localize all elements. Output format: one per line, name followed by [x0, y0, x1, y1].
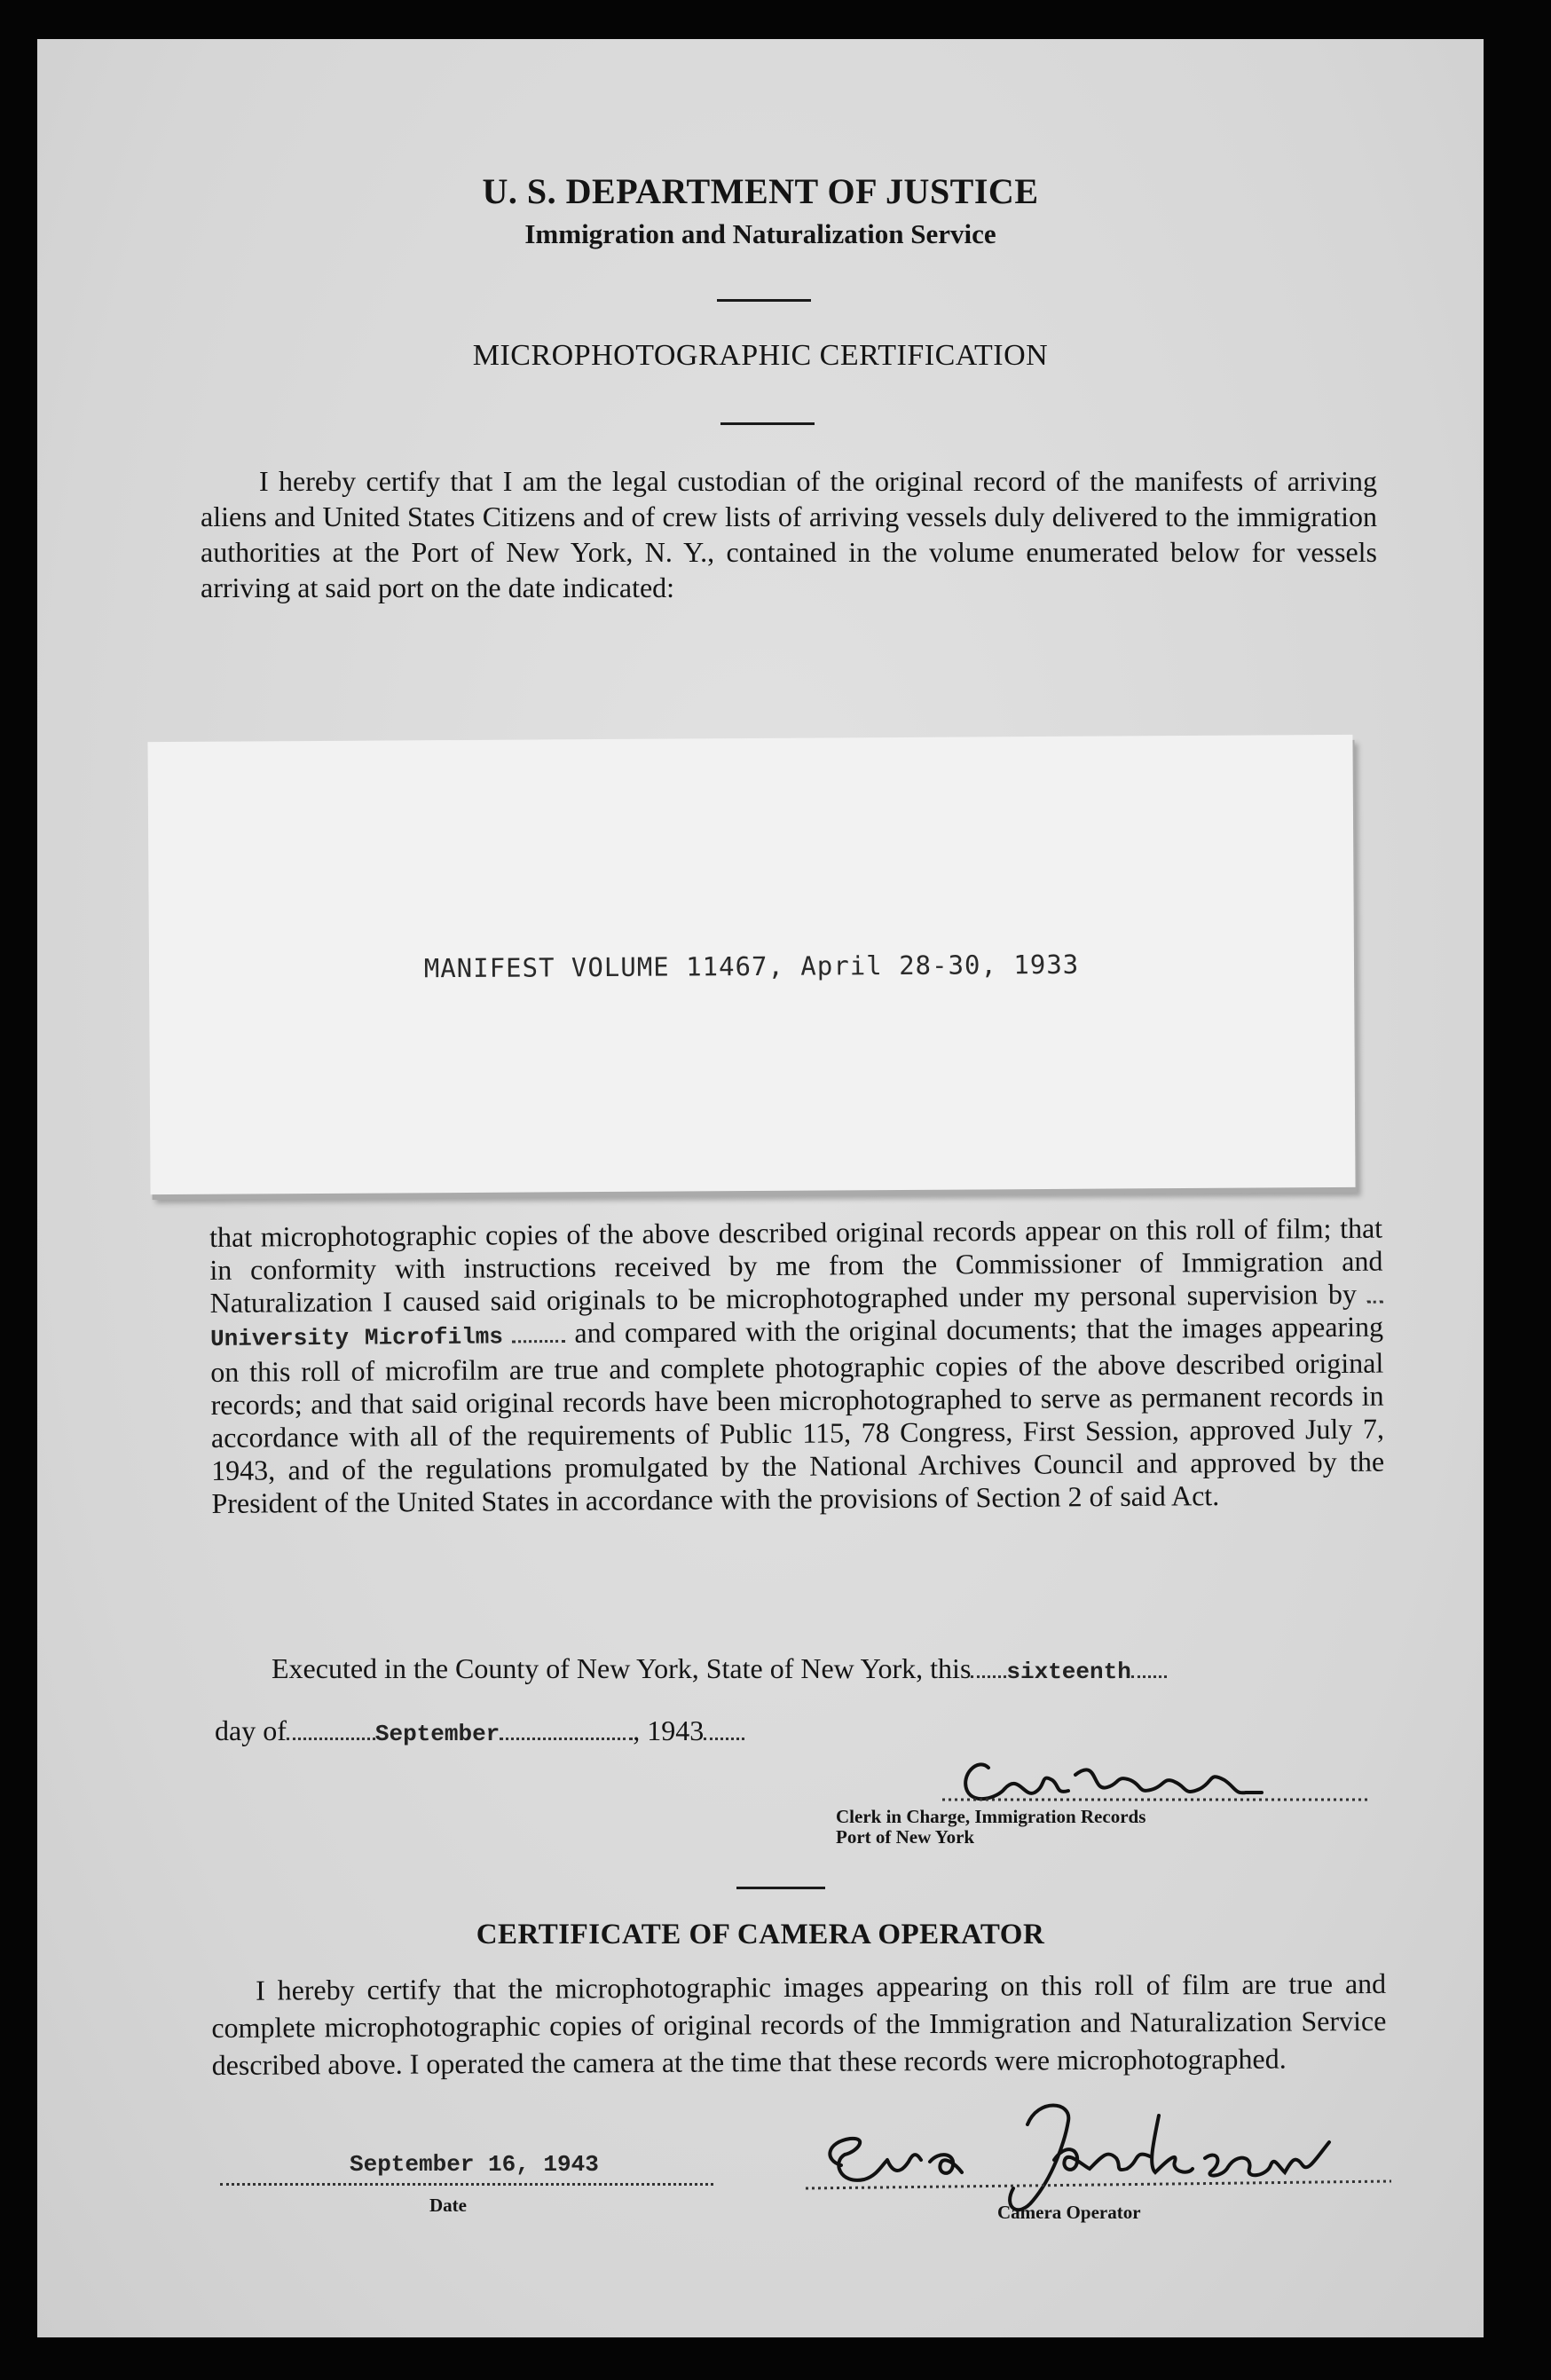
- divider-rule: [717, 299, 811, 302]
- dotted-leader: [500, 1738, 633, 1740]
- camera-date-line: [220, 2148, 713, 2186]
- dotted-leader: [971, 1675, 1006, 1678]
- executed-line: [272, 1652, 1167, 1685]
- certification-body-part1: that microphotographic copies of the above described original records appear on this roll of film; that in conformity with instructions received by me from the Commissioner of Immigration and Naturalization I caused said originals to be microphotographed under my personal supervision by: [209, 1211, 1383, 1319]
- volume-label-card: [147, 735, 1355, 1194]
- department-heading: U. S. DEPARTMENT OF JUSTICE: [482, 171, 1039, 211]
- executed-text: Executed in the County of New York, State of New York, this: [272, 1652, 972, 1684]
- clerk-title-line2: Port of New York: [836, 1826, 975, 1848]
- camera-date-label: Date: [429, 2195, 467, 2216]
- clerk-title-line1: Clerk in Charge, Immigration Records: [836, 1806, 1146, 1827]
- certification-body-part2: and compared with the original documents; that the images appearing on this roll of microfilm are true and complete photographic copies of the above described original records; and that said original records have been microphotographed to serve as permanent records in accordance with all of the requirements of Public 115, 78 Congress, First Session, approved July 7, 1943, and of the regulations promulgated by the National Archives Council and approved by the President of the United States in accordance with the provisions of Section 2 of said Act.: [210, 1310, 1385, 1519]
- dotted-leader: [704, 1738, 744, 1740]
- dotted-leader: [1367, 1301, 1383, 1304]
- manifest-volume-label: MANIFEST VOLUME 11467, April 28-30, 1933: [423, 949, 1080, 984]
- service-subheading: Immigration and Naturalization Service: [524, 218, 996, 249]
- year-prefix: 194: [647, 1714, 690, 1746]
- dotted-leader: [287, 1738, 375, 1740]
- camera-certificate-title: CERTIFICATE OF CAMERA OPERATOR: [476, 1919, 1045, 1950]
- dotted-leader: [512, 1340, 565, 1343]
- dotted-leader: [1131, 1675, 1167, 1678]
- month-value: September: [374, 1721, 500, 1747]
- certificate-page: [37, 39, 1484, 2337]
- divider-rule: [736, 1887, 825, 1889]
- divider-rule: [720, 422, 815, 425]
- certification-intro: I hereby certify that I am the legal custodian of the original record of the manifests of arriving aliens and United States Citizens and of crew lists of arriving vessels duly delivered to the immigration authorities at the Port of New York, N. Y., contained in the volume enumerated below for vessels arriving at said port on the date indicated:: [201, 465, 1377, 603]
- clerk-title: [836, 1807, 1146, 1848]
- form-title: MICROPHOTOGRAPHIC CERTIFICATION: [472, 339, 1049, 372]
- certification-body: [209, 1212, 1385, 1520]
- day-value: sixteenth: [1006, 1659, 1131, 1685]
- camera-certificate-text: I hereby certify that the microphotographic images appearing on this roll of film are true and complete microphotographic copies of original records of the Immigration and Naturalization Service described above. I operated the camera at the time that these records were microphotographed.: [211, 1966, 1387, 2081]
- date-line: day of September , 1943: [215, 1714, 744, 1747]
- camera-date-value: September 16, 1943: [350, 2151, 599, 2178]
- camera-operator-label: Camera Operator: [997, 2202, 1141, 2223]
- supervisor-value: University Microfilms: [209, 1323, 504, 1352]
- operator-signature: [806, 2080, 1391, 2222]
- year-value: 3: [689, 1714, 705, 1746]
- day-of-label: day of: [215, 1714, 287, 1746]
